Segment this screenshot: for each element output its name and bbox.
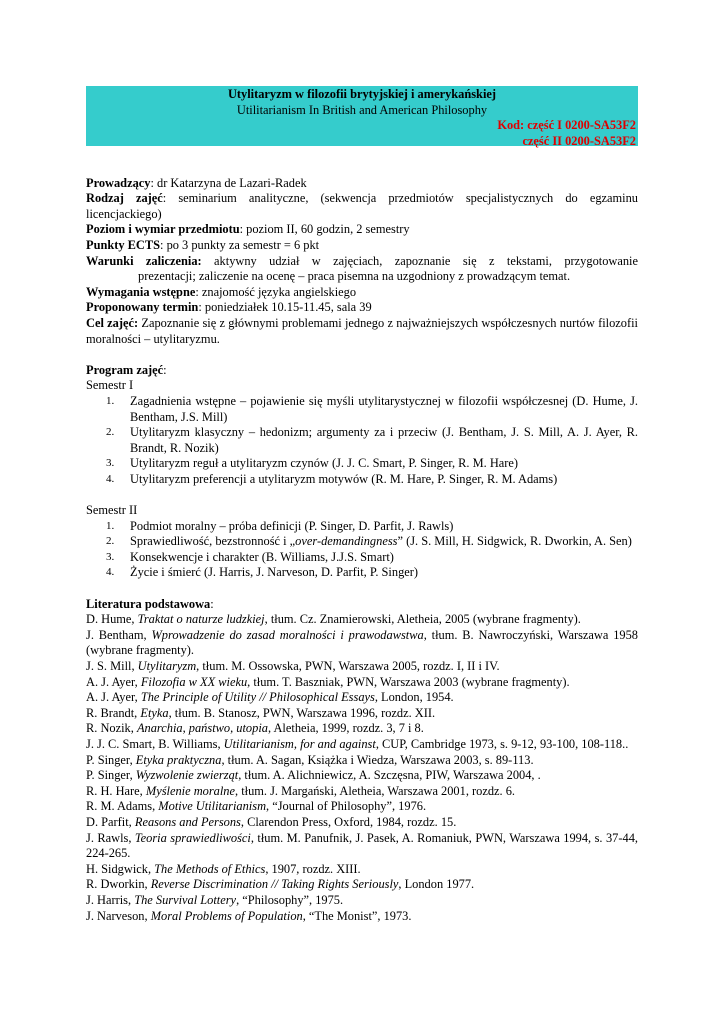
literature-entry-details: , tłum. B. Nawroczyński, Warszawa 1958 (wybrane fragmenty).: [86, 627, 638, 658]
literature-entry-details: , tłum. T. Baszniak, PWN, Warszawa 2003 (wybrane fragmenty).: [247, 674, 570, 689]
list-item: [86, 472, 638, 488]
program-label: Program zajęć: [86, 362, 164, 377]
lecturer-line: [86, 176, 638, 192]
literature-entry-title: Anarchia, państwo, utopia: [136, 721, 268, 736]
list-item-text: Zagadnienia wstępne – pojawienie się myśli utylitarystycznej w filozofii współczesnej (D. Hume, J. Bentham, J.S. Mill): [130, 393, 638, 424]
literature-entry-title: Utilitarianism, for and against: [223, 736, 376, 751]
requirements-line: [86, 285, 638, 301]
literature-entry-author: D. Hume,: [86, 612, 138, 627]
literature-entry-title: Moral Problems of Population: [150, 908, 303, 923]
level-value: : poziom II, 60 godzin, 2 semestry: [239, 222, 410, 237]
literature-entry-title: Reasons and Persons: [134, 814, 241, 829]
list-item-text: Utylitaryzm reguł a utylitaryzm czynów (J. J. C. Smart, P. Singer, R. M. Hare): [130, 456, 519, 471]
literature-entry-details: , tłum. M. Ossowska, PWN, Warszawa 2005, rozdz. I, II i IV.: [196, 659, 500, 673]
program-heading: [86, 363, 638, 379]
literature-entry: [86, 721, 638, 737]
list-item: [86, 565, 638, 581]
literature-entry: [86, 737, 638, 753]
course-header: [86, 86, 638, 146]
course-info: [86, 176, 638, 348]
pass-conditions-line-2: prezentacji; zaliczenie na ocenę – praca pisemna na uzgodniony z prowadzącym temat.: [138, 269, 571, 284]
literature-entry: [86, 893, 638, 909]
literature-entry-author: J. Harris,: [86, 892, 135, 907]
literature-entry-title: Wyzwolenie zwierząt: [135, 768, 239, 783]
literature-entry: [86, 862, 638, 878]
literature-entry-details: , tłum. J. Margański, Aletheia, Warszawa 2001, rozdz. 6.: [235, 783, 516, 798]
literature-entry-author: J. Bentham,: [86, 627, 152, 642]
list-item: [86, 519, 638, 535]
literature-entry-details: , Clarendon Press, Oxford, 1984, rozdz. 15.: [240, 814, 457, 829]
literature-entry: [86, 784, 638, 800]
literature-entry: [86, 675, 638, 691]
literature-entry: [86, 799, 638, 815]
list-number: 1.: [106, 519, 115, 532]
goal-line: [86, 316, 638, 347]
literature-label: Literatura podstawowa: [86, 596, 211, 611]
term-label: Proponowany termin: [86, 300, 199, 315]
ects-value: : po 3 punkty za semestr = 6 pkt: [160, 237, 320, 252]
list-item-text-italic: over-demandingness: [295, 534, 398, 549]
list-number: 2.: [106, 426, 115, 439]
literature-entry: [86, 815, 638, 831]
course-code-part-1: Kod: część I 0200-SA53F2: [497, 118, 636, 133]
literature-entry-author: D. Parfit,: [86, 814, 135, 829]
literature-entry-title: Traktat o naturze ludzkiej: [137, 612, 265, 627]
literature-colon: :: [210, 596, 214, 611]
level-label: Poziom i wymiar przedmiotu: [86, 222, 240, 237]
literature-entry-author: A. J. Ayer,: [86, 690, 141, 705]
list-item-text: Podmiot moralny – próba definicji (P. Singer, D. Parfit, J. Rawls): [130, 518, 454, 533]
ects-line: [86, 238, 638, 254]
literature-entry-details: , Aletheia, 1999, rozdz. 3, 7 i 8.: [267, 721, 424, 736]
literature-entry: [86, 753, 638, 769]
goal-label: Cel zajęć:: [86, 315, 139, 330]
literature-entry-title: Motive Utilitarianism: [158, 799, 267, 814]
literature-entry-details: , London, 1954.: [374, 690, 454, 705]
document-page: [86, 86, 638, 924]
list-item: [86, 456, 638, 472]
literature-entry-author: R. Brandt,: [86, 705, 141, 720]
pass-conditions-value-1: aktywny udział w zajęciach, zapoznanie się z tekstami, przygotowanie: [201, 253, 638, 268]
literature-entry-title: The Principle of Utility // Philosophical Essays: [140, 690, 375, 705]
class-type-label: Rodzaj zajęć: [86, 191, 163, 206]
literature-entry-author: R. Nozik,: [86, 721, 137, 736]
literature-section: [86, 597, 638, 924]
literature-entry-title: Etyka praktyczna: [135, 752, 222, 767]
class-type-line: [86, 191, 638, 222]
literature-entry: [86, 768, 638, 784]
level-line: [86, 222, 638, 238]
literature-entry-author: P. Singer,: [86, 768, 136, 783]
course-title-polish: Utylitaryzm w filozofii brytyjskiej i amerykańskiej: [227, 87, 497, 101]
literature-heading: [86, 597, 638, 613]
list-number: 3.: [106, 550, 115, 563]
list-number: 4.: [106, 566, 115, 579]
lecturer-label: Prowadzący: [86, 175, 151, 190]
semester-1-label: Semestr I: [86, 378, 134, 393]
literature-entry-details: , 1907, rozdz. XIII.: [265, 861, 361, 876]
term-value: : poniedziałek 10.15-11.45, sala 39: [198, 300, 372, 315]
semester-2-label: Semestr II: [86, 503, 138, 518]
literature-entry-title: Wprowadzenie do zasad moralności i prawodawstwa: [151, 627, 424, 642]
lecturer-value: : dr Katarzyna de Lazari-Radek: [150, 175, 307, 190]
list-item: [86, 394, 638, 425]
literature-entry-details: , “The Monist”, 1973.: [302, 908, 412, 923]
course-title-english: Utilitarianism In British and American Philosophy: [236, 102, 488, 117]
literature-entry-author: R. Dworkin,: [86, 877, 151, 892]
literature-entry: [86, 612, 638, 628]
term-line: [86, 300, 638, 316]
ects-label: Punkty ECTS: [86, 237, 161, 252]
list-item-text: Życie i śmierć (J. Harris, J. Narveson, D. Parfit, P. Singer): [130, 565, 419, 580]
list-number: 4.: [106, 472, 115, 485]
literature-entry-author: J. S. Mill,: [86, 659, 138, 673]
pass-conditions-label: Warunki zaliczenia:: [86, 253, 202, 268]
literature-entry: [86, 877, 638, 893]
literature-entry-title: Reverse Discrimination // Taking Rights Seriously: [150, 877, 399, 892]
literature-entry-author: P. Singer,: [86, 752, 136, 767]
literature-list: [86, 612, 638, 924]
literature-entry-title: Myślenie moralne: [145, 783, 235, 798]
literature-entry-author: A. J. Ayer,: [86, 674, 141, 689]
list-number: 3.: [106, 457, 115, 470]
semester-2-list: [86, 519, 638, 581]
list-item-text: Konsekwencje i charakter (B. Williams, J.J.S. Smart): [130, 549, 394, 564]
literature-entry-title: Filozofia w XX wieku: [140, 674, 248, 689]
literature-entry-details: , CUP, Cambridge 1973, s. 9-12, 93-100, 108-118..: [375, 736, 629, 751]
literature-entry-author: J. Rawls,: [86, 830, 135, 845]
literature-entry: [86, 690, 638, 706]
requirements-label: Wymagania wstępne: [86, 284, 196, 299]
list-item-text: Utylitaryzm klasyczny – hedonizm; argumenty za i przeciw (J. Bentham, J. S. Mill, A. J. Ayer, R. Brandt, R. Nozik): [130, 425, 638, 455]
literature-entry-details: , tłum. Cz. Znamierowski, Aletheia, 2005 (wybrane fragmenty).: [264, 612, 581, 627]
list-item-text: Utylitaryzm preferencji a utylitaryzm motywów (R. M. Hare, P. Singer, R. M. Adams): [130, 471, 558, 486]
literature-entry-author: R. M. Adams,: [86, 799, 159, 814]
course-code-part-2: część II 0200-SA53F2: [522, 133, 636, 148]
program-colon: :: [163, 362, 167, 377]
goal-value: Zapoznanie się z głównymi problemami jednego z najważniejszych współczesnych nurtów filozofii moralności – utylitaryzmu.: [86, 315, 638, 346]
program-section: [86, 363, 638, 581]
literature-entry-title: The Methods of Ethics: [154, 861, 266, 876]
literature-entry-title: Etyka: [140, 705, 169, 720]
literature-entry-title: Teoria sprawiedliwości: [134, 830, 251, 845]
list-number: 2.: [106, 535, 115, 548]
literature-entry-details: , tłum. B. Stanosz, PWN, Warszawa 1996, rozdz. XII.: [168, 705, 436, 720]
literature-entry-details: , tłum. A. Alichniewicz, A. Szczęsna, PIW, Warszawa 2004, .: [238, 768, 541, 783]
literature-entry-title: The Survival Lottery: [134, 892, 237, 907]
list-item-text-pre: Sprawiedliwość, bezstronność i „: [130, 534, 296, 549]
pass-conditions-line: [86, 254, 638, 270]
list-number: 1.: [106, 394, 115, 407]
list-item: [86, 534, 638, 550]
literature-entry-details: , London 1977.: [398, 877, 475, 892]
literature-entry-details: , tłum. A. Sagan, Książka i Wiedza, Warszawa 2003, s. 89-113.: [221, 752, 534, 767]
literature-entry: [86, 628, 638, 659]
literature-entry-details: , “Philosophy”, 1975.: [236, 892, 344, 907]
literature-entry-details: , tłum. M. Panufnik, J. Pasek, A. Romaniuk, PWN, Warszawa 1994, s. 37-44, 224-265.: [86, 830, 638, 861]
literature-entry: [86, 831, 638, 862]
list-item: [86, 425, 638, 456]
requirements-value: : znajomość języka angielskiego: [195, 284, 357, 299]
literature-entry-author: J. J. C. Smart, B. Williams,: [86, 736, 224, 751]
literature-entry: [86, 909, 638, 925]
list-item-text-post: ” (J. S. Mill, H. Sidgwick, R. Dworkin, A. Sen): [397, 534, 632, 549]
literature-entry: [86, 659, 638, 675]
semester-1-list: [86, 394, 638, 488]
literature-entry: [86, 706, 638, 722]
class-type-value: : seminarium analityczne, (sekwencja przedmiotów specjalistycznych do egzaminu licencjackiego): [86, 191, 638, 221]
literature-entry-author: R. H. Hare,: [86, 783, 146, 798]
literature-entry-author: J. Narveson,: [86, 908, 151, 923]
literature-entry-details: , “Journal of Philosophy”, 1976.: [266, 799, 427, 814]
literature-entry-title: Utylitaryzm: [137, 659, 197, 673]
literature-entry-author: H. Sidgwick,: [86, 861, 155, 876]
list-item: [86, 550, 638, 566]
